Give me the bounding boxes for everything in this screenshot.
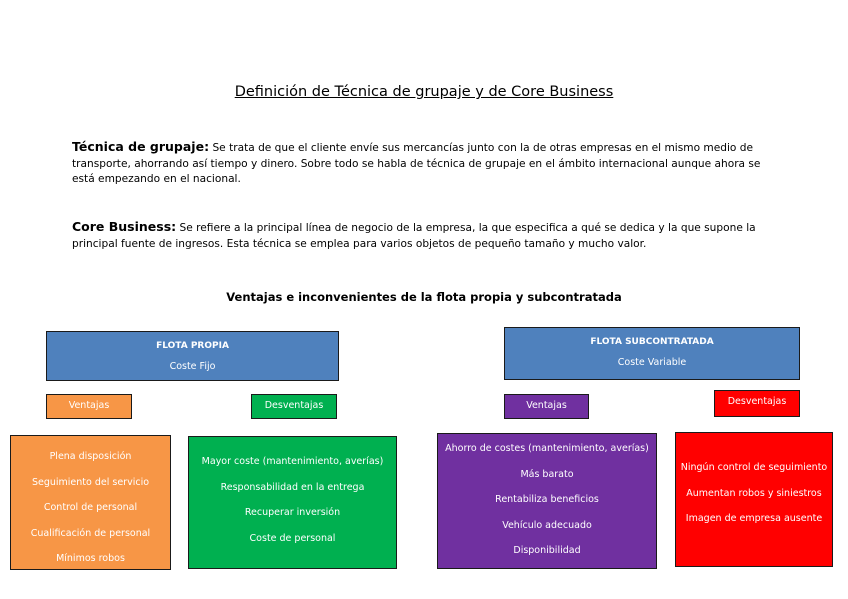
list-item: Cualificación de personal bbox=[30, 527, 151, 539]
subcontratada-ventajas-label: Ventajas bbox=[504, 394, 589, 419]
list-item: Mayor coste (mantenimiento, averías) bbox=[201, 456, 384, 467]
subcontratada-ventajas-list bbox=[437, 433, 657, 569]
text-core-business: Se refiere a la principal línea de negocio de la empresa, la que especifica a qué se dedica y la que supone la principal fuente de ingresos. Esta técnica se emplea para varios objetos de pequeño tamaño y mucho valor. bbox=[72, 222, 756, 250]
propia-desventajas-list bbox=[188, 436, 397, 569]
list-item: Responsabilidad en la entrega bbox=[220, 481, 365, 493]
propia-ventajas-list bbox=[10, 435, 171, 570]
subcontratada-desventajas-label: Desventajas bbox=[714, 390, 800, 417]
list-item: Más barato bbox=[520, 468, 574, 480]
list-item: Recuperar inversión bbox=[244, 507, 341, 518]
list-item: Mínimos robos bbox=[56, 553, 125, 564]
flota-propia-header: FLOTA PROPIA bbox=[156, 341, 229, 351]
list-item: Rentabiliza beneficios bbox=[495, 494, 599, 505]
list-item: Imagen de empresa ausente bbox=[685, 513, 823, 524]
list-item: Coste de personal bbox=[249, 532, 336, 544]
list-item: Plena disposición bbox=[49, 451, 132, 462]
definition-grupaje bbox=[72, 139, 778, 188]
flota-subcontratada-header: FLOTA SUBCONTRATADA bbox=[590, 337, 714, 347]
term-grupaje: Técnica de grupaje: bbox=[72, 139, 210, 154]
term-core-business: Core Business: bbox=[72, 219, 177, 234]
definition-core-business bbox=[72, 219, 778, 252]
flota-propia-box bbox=[46, 331, 339, 381]
page-title: Definición de Técnica de grupaje y de Core Business bbox=[234, 84, 614, 100]
list-item: Aumentan robos y siniestros bbox=[686, 487, 822, 499]
list-item: Ahorro de costes (mantenimiento, averías) bbox=[445, 443, 649, 454]
list-item: Disponibilidad bbox=[513, 545, 581, 556]
list-item: Control de personal bbox=[43, 502, 138, 513]
text-grupaje: Se trata de que el cliente envíe sus mercancías junto con la de otras empresas en el mismo medio de transporte, ahorrando así tiempo y dinero. Sobre todo se habla de técnica de grupaje en el ámbito internacional aunque ahora se está empezando en el nacional. bbox=[72, 142, 761, 185]
propia-desventajas-label: Desventajas bbox=[251, 394, 337, 419]
flota-subcontratada-sub: Coste Variable bbox=[617, 357, 687, 368]
diagram-title: Ventajas e inconvenientes de la flota propia y subcontratada bbox=[226, 290, 622, 304]
list-item: Vehículo adecuado bbox=[502, 519, 592, 531]
flota-subcontratada-box bbox=[504, 327, 800, 380]
subcontratada-desventajas-list bbox=[675, 432, 833, 567]
flota-propia-sub: Coste Fijo bbox=[169, 361, 216, 372]
list-item: Ningún control de seguimiento bbox=[680, 462, 828, 473]
list-item: Seguimiento del servicio bbox=[31, 476, 150, 488]
propia-ventajas-label: Ventajas bbox=[46, 394, 132, 419]
